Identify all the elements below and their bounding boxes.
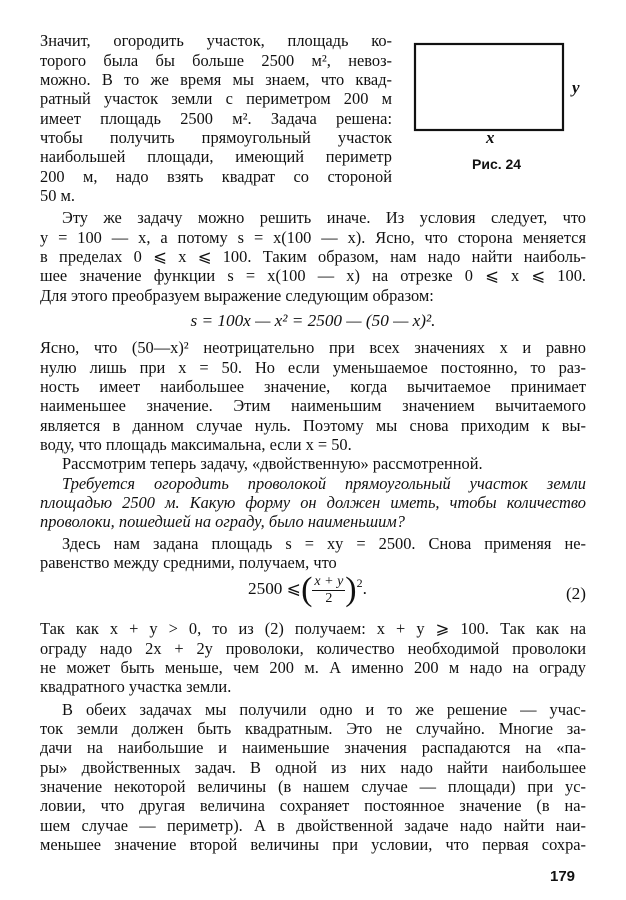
text-line-italic: площадью 2500 м. Какую форму он должен иметь, чтобы количество xyxy=(40,493,586,512)
text-line: ры» двойственных задач. В одной из них надо найти наибольшее xyxy=(40,758,586,777)
page-number: 179 xyxy=(550,868,576,885)
text-line: Эту же задачу можно решить иначе. Из условия следует, что xyxy=(62,208,586,227)
text-line: 50 м. xyxy=(40,186,75,205)
text-line: можно. В то же время мы знаем, что квад- xyxy=(40,70,392,89)
text-line: Здесь нам задана площадь s = xy = 2500. Снова применяя не- xyxy=(62,534,586,553)
text-line: шее значение функции s = x(100 — x) на отрезке 0 ⩽ x ⩽ 100. xyxy=(40,266,586,285)
text-line: меньшее значение второй величины при условии, что первая сохра- xyxy=(40,835,586,854)
paren-right: ) xyxy=(345,571,357,608)
figure-label-y: y xyxy=(572,78,580,97)
fraction-denominator: 2 xyxy=(325,590,333,606)
text-line: y = 100 — x, а потому s = x(100 — x). Ясно, что сторона меняется xyxy=(40,228,586,247)
rectangle-shape xyxy=(415,44,563,130)
text-line: является в данном случае нуль. Поэтому мы снова приходим к вы- xyxy=(40,416,586,435)
text-line: дачи на наибольшие и наименьшие значения распадаются на «па- xyxy=(40,738,586,757)
text-line: ограду надо 2x + 2y проволоки, количество необходимой проволоки xyxy=(40,639,586,658)
text-line: Ясно, что (50—x)² неотрицательно при всех значениях x и равно xyxy=(40,338,586,357)
text-line: ность имеет наибольшее значение, когда вычитаемое принимает xyxy=(40,377,586,396)
text-line-italic: Требуется огородить проволокой прямоугольный участок земли xyxy=(62,474,586,493)
text-line: в пределах 0 ⩽ x ⩽ 100. Таким образом, нам надо найти наиболь- xyxy=(40,247,586,266)
paren-left: ( xyxy=(301,571,313,608)
text-line: чтобы получить прямоугольный участок xyxy=(40,128,392,147)
text-line: шем случае — периметр). А в двойственной задаче надо найти наи- xyxy=(40,816,586,835)
text-line: Значит, огородить участок, площадь ко- xyxy=(40,31,392,50)
text-line: ток земли должен быть квадратным. Это не случайно. Многие за- xyxy=(40,719,586,738)
equation-2-end: . xyxy=(362,578,367,598)
text-line-italic: проволоки, пошедшей на ограду, было наименьшим? xyxy=(40,512,405,531)
fraction-numerator: x + y xyxy=(314,573,344,589)
equation-2-lhs: 2500 ⩽ xyxy=(248,578,302,598)
text-line: значение некоторой величины (в нашем случае — площади) при ус- xyxy=(40,777,586,796)
text-line: ратный участок земли с периметром 200 м xyxy=(40,89,392,108)
equation-number: (2) xyxy=(565,584,586,603)
text-line: Для этого преобразуем выражение следующим образом: xyxy=(40,286,434,305)
text-line: нулю лишь при x = 50. Но если уменьшаемое постоянно, то раз- xyxy=(40,358,586,377)
text-line: наименьшее значение. Этим наименьшим значением вычитаемого xyxy=(40,396,586,415)
equation-2 xyxy=(248,571,367,609)
equation-1: s = 100x — x² = 2500 — (50 — x)². xyxy=(190,311,436,330)
text-line: имеет площадь 2500 м². Задача решена: xyxy=(40,109,392,128)
exponent: 2 xyxy=(356,576,363,591)
text-line: торого была бы больше 2500 м², невоз- xyxy=(40,51,392,70)
figure-label-x: x xyxy=(486,128,495,147)
text-line: равенство между средними, получаем, что xyxy=(40,553,337,572)
text-line: Рассмотрим теперь задачу, «двойственную» рассмотренной. xyxy=(62,454,483,473)
figure-24-rectangle xyxy=(400,36,590,146)
text-line: наибольшей площади, имеющий периметр xyxy=(40,147,392,166)
text-line: Так как x + y > 0, то из (2) получаем: x + y ⩾ 100. Так как на xyxy=(40,619,586,638)
figure-caption: Рис. 24 xyxy=(472,156,522,172)
text-line: В обеих задачах мы получили одно и то же решение — учас- xyxy=(62,700,586,719)
text-line: ловии, что другая величина сохраняет постоянное значение (в на- xyxy=(40,796,586,815)
text-line: воду, что площадь максимальна, если x = 50. xyxy=(40,435,352,454)
text-line: не может быть меньше, чем 200 м. А именно 200 м надо на ограду xyxy=(40,658,586,677)
fraction xyxy=(312,574,345,607)
text-line: 200 м, надо взять квадрат со стороной xyxy=(40,167,392,186)
text-line: квадратного участка земли. xyxy=(40,677,232,696)
